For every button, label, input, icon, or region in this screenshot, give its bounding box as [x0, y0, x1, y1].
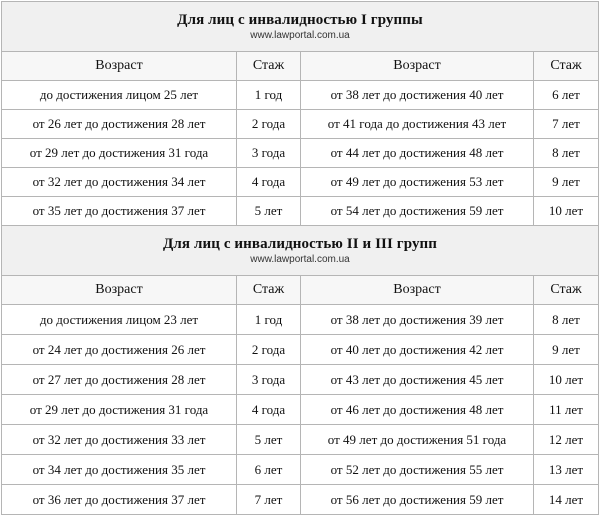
exp-cell: 10 лет: [534, 365, 599, 395]
table-row: [2, 110, 599, 139]
table-row: [2, 197, 599, 226]
header-exp-left: Стаж: [237, 276, 301, 305]
header-exp-left: Стаж: [237, 52, 301, 81]
site-watermark-group1: www.lawportal.com.ua: [250, 29, 350, 41]
age-cell: от 52 лет до достижения 55 лет: [301, 455, 534, 485]
exp-cell: 11 лет: [534, 395, 599, 425]
exp-cell: 8 лет: [534, 305, 599, 335]
exp-cell: 2 года: [237, 110, 301, 139]
header-exp-right: Стаж: [534, 52, 599, 81]
exp-cell: 1 год: [237, 305, 301, 335]
table-row: [2, 455, 599, 485]
header-age-right: Возраст: [301, 276, 534, 305]
exp-cell: 5 лет: [237, 425, 301, 455]
age-cell: от 49 лет до достижения 51 года: [301, 425, 534, 455]
section-title-cell: [2, 226, 599, 276]
table-row: [2, 139, 599, 168]
age-cell: от 26 лет до достижения 28 лет: [2, 110, 237, 139]
age-cell: от 40 лет до достижения 42 лет: [301, 335, 534, 365]
header-row-group23: [2, 276, 599, 305]
age-cell: от 44 лет до достижения 48 лет: [301, 139, 534, 168]
exp-cell: 7 лет: [237, 485, 301, 515]
age-cell: от 29 лет до достижения 31 года: [2, 395, 237, 425]
exp-cell: 4 года: [237, 168, 301, 197]
age-cell: от 54 лет до достижения 59 лет: [301, 197, 534, 226]
table-body: [2, 2, 599, 515]
age-cell: от 32 лет до достижения 34 лет: [2, 168, 237, 197]
age-cell: от 46 лет до достижения 48 лет: [301, 395, 534, 425]
age-cell: от 43 лет до достижения 45 лет: [301, 365, 534, 395]
table-row: [2, 335, 599, 365]
header-row-group1: [2, 52, 599, 81]
header-age-left: Возраст: [2, 52, 237, 81]
table-row: [2, 81, 599, 110]
age-cell: от 29 лет до достижения 31 года: [2, 139, 237, 168]
age-cell: до достижения лицом 23 лет: [2, 305, 237, 335]
header-age-right: Возраст: [301, 52, 534, 81]
age-cell: от 38 лет до достижения 40 лет: [301, 81, 534, 110]
section-title-cell: [2, 2, 599, 52]
exp-cell: 9 лет: [534, 168, 599, 197]
age-cell: от 56 лет до достижения 59 лет: [301, 485, 534, 515]
age-cell: от 24 лет до достижения 26 лет: [2, 335, 237, 365]
age-cell: от 38 лет до достижения 39 лет: [301, 305, 534, 335]
site-watermark-group23: www.lawportal.com.ua: [250, 253, 350, 265]
exp-cell: 6 лет: [237, 455, 301, 485]
exp-cell: 9 лет: [534, 335, 599, 365]
exp-cell: 14 лет: [534, 485, 599, 515]
table-row: [2, 305, 599, 335]
section-title-row-group1: [2, 2, 599, 52]
age-cell: до достижения лицом 25 лет: [2, 81, 237, 110]
header-exp-right: Стаж: [534, 276, 599, 305]
table-row: [2, 425, 599, 455]
age-cell: от 49 лет до достижения 53 лет: [301, 168, 534, 197]
exp-cell: 2 года: [237, 335, 301, 365]
exp-cell: 8 лет: [534, 139, 599, 168]
exp-cell: 3 года: [237, 139, 301, 168]
section-title-group1: Для лиц с инвалидностью I группы: [177, 11, 423, 28]
age-cell: от 34 лет до достижения 35 лет: [2, 455, 237, 485]
exp-cell: 12 лет: [534, 425, 599, 455]
exp-cell: 7 лет: [534, 110, 599, 139]
header-age-left: Возраст: [2, 276, 237, 305]
exp-cell: 1 год: [237, 81, 301, 110]
section-title-row-group23: [2, 226, 599, 276]
table-row: [2, 395, 599, 425]
table-row: [2, 168, 599, 197]
age-cell: от 35 лет до достижения 37 лет: [2, 197, 237, 226]
exp-cell: 13 лет: [534, 455, 599, 485]
age-cell: от 41 года до достижения 43 лет: [301, 110, 534, 139]
age-cell: от 36 лет до достижения 37 лет: [2, 485, 237, 515]
age-cell: от 32 лет до достижения 33 лет: [2, 425, 237, 455]
exp-cell: 10 лет: [534, 197, 599, 226]
table-row: [2, 485, 599, 515]
disability-experience-table: [1, 1, 598, 515]
age-cell: от 27 лет до достижения 28 лет: [2, 365, 237, 395]
exp-cell: 5 лет: [237, 197, 301, 226]
exp-cell: 6 лет: [534, 81, 599, 110]
section-title-group23: Для лиц с инвалидностью II и III групп: [162, 235, 438, 252]
exp-cell: 3 года: [237, 365, 301, 395]
exp-cell: 4 года: [237, 395, 301, 425]
experience-table: [1, 1, 599, 515]
table-row: [2, 365, 599, 395]
